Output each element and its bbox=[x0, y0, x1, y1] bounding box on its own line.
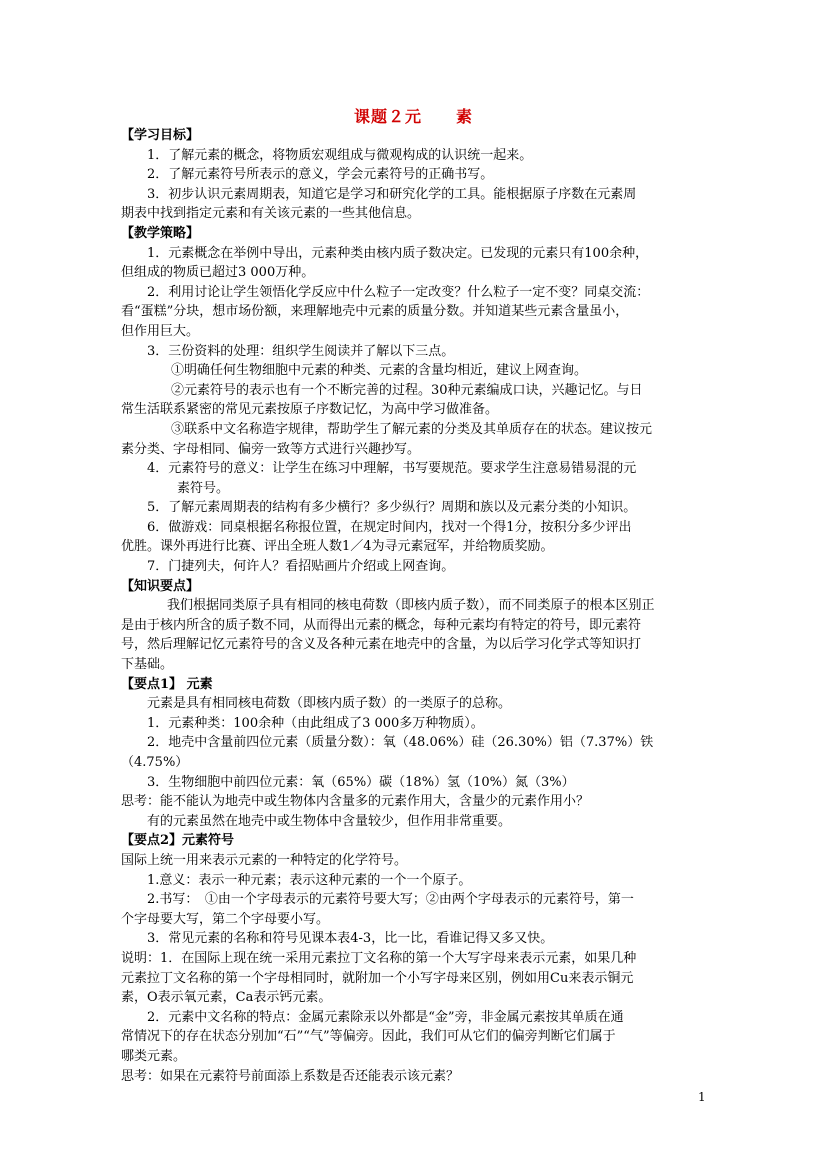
text-line: 哪类元素。 bbox=[121, 1048, 187, 1064]
text-line: 2．地壳中含量前四位元素（质量分数）：氧（48.06%）硅（26.30%）铝（7.37%）铁 bbox=[147, 735, 654, 751]
text-line: 期表中找到指定元素和有关该元素的一些其他信息。 bbox=[121, 206, 421, 222]
text-line: 3．生物细胞中前四位元素：氧（65%）碳（18%）氢（10%）氮（3%） bbox=[147, 774, 575, 790]
text-line: 号，然后理解记忆元素符号的含义及各种元素在地壳中的含量，为以后学习化学式等知识打 bbox=[121, 637, 642, 653]
text-line: 是由于核内所含的质子数不同，从而得出元素的概念，每种元素均有特定的符号，即元素符 bbox=[121, 617, 642, 633]
section-heading: 【教学策略】 bbox=[121, 225, 200, 241]
text-line: 优胜。课外再进行比赛、评出全班人数1／4为寻元素冠军，并给物质奖励。 bbox=[121, 539, 554, 555]
section-heading: 【要点1】 元素 bbox=[121, 676, 213, 692]
text-line: ③联系中文名称造字规律，帮助学生了解元素的分类及其单质存在的状态。建议按元 bbox=[171, 421, 653, 437]
page-number: 1 bbox=[698, 1090, 706, 1104]
text-line: 3．三份资料的处理：组织学生阅读并了解以下三点。 bbox=[147, 343, 455, 359]
text-line: （4.75%） bbox=[121, 755, 189, 770]
text-line: ①明确任何生物细胞中元素的种类、元素的含量均相近，建议上网查询。 bbox=[171, 363, 588, 379]
text-line: 2．元素中文名称的特点：金属元素除汞以外都是“金”旁，非金属元素按其单质在通 bbox=[147, 1009, 624, 1025]
text-line: ②元素符号的表示也有一个不断完善的过程。30种元素编成口诀，兴趣记忆。与日 bbox=[171, 382, 643, 398]
text-line: 说明：1．在国际上现在统一采用元素拉丁文名称的第一个大写字母来表示元素，如果几种 bbox=[121, 950, 637, 966]
text-line: 7．门捷列夫，何许人？看招贴画片介绍或上网查询。 bbox=[147, 559, 455, 575]
text-line: 但作用巨大。 bbox=[121, 323, 200, 339]
text-line: 元素拉丁文名称的第一个字母相同时，就附加一个小写字母来区别，例如用Cu来表示铜元 bbox=[121, 970, 634, 986]
text-line: 3．初步认识元素周期表，知道它是学习和研究化学的工具。能根据原子序数在元素周 bbox=[147, 186, 637, 202]
text-line: 2．利用讨论让学生领悟化学反应中什么粒子一定改变？什么粒子一定不变？同桌交流： bbox=[147, 284, 650, 300]
text-line: 1．了解元素的概念，将物质宏观组成与微观构成的认识统一起来。 bbox=[147, 147, 533, 163]
text-line: 元素是具有相同核电荷数（即核内质子数）的一类原子的总称。 bbox=[147, 696, 512, 712]
text-line: 有的元素虽然在地壳中或生物体中含量较少，但作用非常重要。 bbox=[147, 813, 512, 829]
text-line: 素符号。 bbox=[177, 480, 230, 496]
document-title: 课题２元 素 bbox=[353, 107, 473, 126]
text-line: 3．常见元素的名称和符号见课本表4-3，比一比，看谁记得又多又快。 bbox=[147, 931, 554, 947]
text-line: 4．元素符号的意义：让学生在练习中理解，书写要规范。要求学生注意易错易混的元 bbox=[147, 461, 637, 477]
text-line: 思考：如果在元素符号前面添上系数是否还能表示该元素？ bbox=[121, 1068, 460, 1084]
document-body bbox=[121, 126, 705, 1086]
text-line: 个字母要大写，第二个字母要小写。 bbox=[121, 911, 330, 927]
text-line: 国际上统一用来表示元素的一种特定的化学符号。 bbox=[121, 852, 408, 868]
text-line: 常情况下的存在状态分别加“石”“气”等偏旁。因此，我们可从它们的偏旁判断它们属于 bbox=[121, 1029, 616, 1045]
section-heading: 【知识要点】 bbox=[121, 578, 200, 594]
text-line: 1.意义：表示一种元素；表示这种元素的一个一个原子。 bbox=[147, 872, 472, 888]
text-line: 6．做游戏：同桌根据名称报位置，在规定时间内，找对一个得1分，按积分多少评出 bbox=[147, 519, 632, 535]
text-line: 常生活联系紧密的常见元素按原子序数记忆，为高中学习做准备。 bbox=[121, 402, 499, 418]
section-heading: 【学习目标】 bbox=[121, 128, 200, 143]
text-line: 5．了解元素周期表的结构有多少横行？多少纵行？周期和族以及元素分类的小知识。 bbox=[147, 500, 637, 516]
text-line: 思考：能不能认为地壳中或生物体内含量多的元素作用大，含量少的元素作用小？ bbox=[121, 794, 590, 810]
text-line: 我们根据同类原子具有相同的核电荷数（即核内质子数），而不同类原子的根本区别正 bbox=[167, 598, 655, 614]
text-line: 2.书写： ①由一个字母表示的元素符号要大写；②由两个字母表示的元素符号，第一 bbox=[147, 892, 634, 908]
text-line: 2．了解元素符号所表示的意义，学会元素符号的正确书写。 bbox=[147, 167, 494, 183]
text-line: 素，O表示氧元素，Ca表示钙元素。 bbox=[121, 990, 332, 1006]
text-line: 看“蛋糕”分块，想市场份额，来理解地壳中元素的质量分数。并知道某些元素含量虽小， bbox=[121, 304, 629, 320]
text-line: 1．元素种类：100余种（由此组成了3 000多万种物质）。 bbox=[147, 715, 484, 731]
section-heading: 【要点2】元素符号 bbox=[121, 833, 235, 849]
text-line: 但组成的物质已超过3 000万种。 bbox=[121, 265, 315, 281]
text-line: 素分类、字母相同、偏旁一致等方式进行兴趣抄写。 bbox=[121, 441, 421, 457]
text-line: 1．元素概念在举例中导出，元素种类由核内质子数决定。已发现的元素只有100余种， bbox=[147, 245, 649, 261]
text-line: 下基础。 bbox=[121, 657, 174, 673]
